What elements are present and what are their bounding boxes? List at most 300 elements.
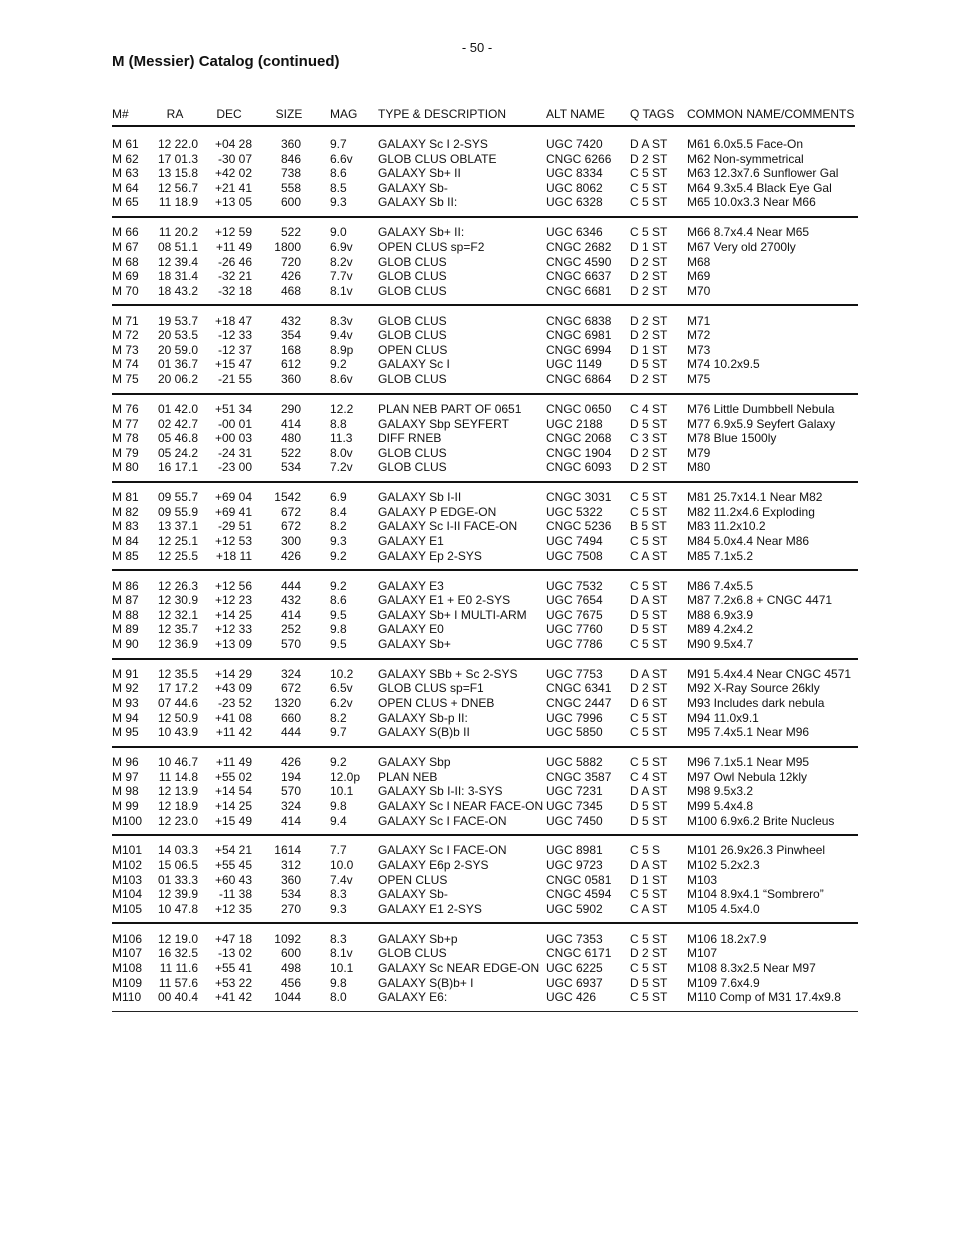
table-cell: UGC 7675	[546, 607, 603, 622]
table-cell: C A ST	[630, 901, 668, 916]
table-cell: GLOB CLUS	[378, 283, 447, 298]
table-cell: GALAXY Sb-	[378, 887, 448, 902]
table-cell: GALAXY S(B)b+ I	[378, 975, 474, 990]
table-cell: M110	[112, 990, 142, 1005]
table-cell: D 2 ST	[630, 328, 668, 343]
group-divider	[112, 216, 858, 218]
table-cell: M100	[112, 813, 143, 828]
table-cell: 660	[280, 710, 301, 725]
table-cell: M107	[112, 946, 143, 961]
table-cell: CNGC 6838	[546, 313, 612, 328]
table-cell: C 3 ST	[630, 431, 668, 446]
table-cell: 9.4	[330, 813, 347, 828]
table-cell: M93 Includes dark nebula	[687, 696, 825, 710]
table-row	[0, 579, 954, 594]
table-cell: 16 17.1	[157, 460, 198, 475]
table-cell: 11.3	[330, 431, 353, 446]
table-cell: M92 X-Ray Source 26kly	[687, 681, 820, 696]
table-cell: C 5 S	[630, 843, 661, 858]
table-cell: 11 20.2	[158, 225, 198, 240]
table-cell: 09 55.9	[157, 504, 198, 519]
table-cell: 11 14.8	[158, 769, 198, 784]
table-cell: M109	[112, 975, 143, 990]
table-cell: GALAXY Sb+	[378, 636, 451, 651]
table-cell: OPEN CLUS + DNEB	[378, 696, 495, 710]
table-cell: 426	[280, 548, 301, 563]
table-cell: 9.7	[330, 137, 347, 151]
table-row	[0, 431, 954, 446]
table-cell: M99 5.4x4.8	[687, 798, 754, 813]
table-cell: 9.3	[330, 534, 347, 548]
table-cell: M 70	[112, 283, 139, 298]
table-cell: +14 25	[214, 607, 252, 622]
table-cell: PLAN NEB	[378, 769, 438, 784]
table-cell: M69	[687, 269, 711, 284]
table-cell: M 82	[112, 504, 139, 519]
table-cell: 11 57.6	[158, 975, 198, 990]
table-cell: 8.0v	[330, 445, 353, 460]
table-cell: 12 36.9	[157, 636, 198, 651]
table-cell: M 64	[112, 180, 139, 195]
table-row	[0, 166, 954, 181]
table-cell: D 5 ST	[630, 622, 668, 637]
table-cell: M70	[687, 283, 711, 298]
table-cell: +11 49	[215, 755, 252, 770]
table-row	[0, 328, 954, 343]
table-cell: M 89	[112, 622, 139, 637]
table-cell: +14 25	[214, 798, 252, 813]
column-header: COMMON NAME/COMMENTS	[687, 107, 855, 121]
column-header: ALT NAME	[546, 107, 605, 121]
table-cell: M 86	[112, 578, 139, 593]
table-row	[0, 990, 954, 1005]
table-cell: 300	[280, 534, 301, 548]
table-cell: 1542	[274, 490, 301, 505]
table-cell: +18 47	[214, 313, 252, 328]
table-row	[0, 946, 954, 961]
table-cell: 9.2	[330, 548, 347, 563]
table-cell: -32 21	[217, 269, 252, 284]
table-cell: M85 7.1x5.2	[687, 548, 754, 563]
column-header: Q TAGS	[630, 107, 675, 121]
table-cell: C 5 ST	[630, 725, 668, 740]
table-cell: M 76	[112, 401, 139, 416]
table-cell: GLOB CLUS	[378, 269, 447, 284]
table-cell: UGC 7654	[546, 593, 603, 608]
table-cell: +14 54	[214, 784, 252, 799]
table-cell: M105	[112, 901, 143, 916]
table-cell: +69 41	[214, 504, 252, 519]
table-cell: -00 01	[217, 416, 252, 431]
table-cell: GALAXY E6p 2-SYS	[378, 858, 489, 872]
table-cell: OPEN CLUS	[378, 872, 448, 887]
table-row	[0, 402, 954, 417]
table-cell: C 5 ST	[630, 755, 668, 770]
table-cell: CNGC 3031	[546, 490, 612, 505]
table-cell: +11 42	[215, 725, 252, 740]
table-cell: M 69	[112, 269, 139, 284]
table-cell: M83 11.2x10.2	[687, 519, 766, 534]
table-cell: 738	[280, 166, 301, 181]
table-cell: 08 51.1	[157, 239, 198, 254]
table-cell: 432	[280, 313, 301, 328]
table-cell: 8.2	[330, 710, 347, 725]
table-cell: GALAXY Sbp SEYFERT	[378, 416, 509, 431]
table-row	[0, 372, 954, 387]
table-cell: M 98	[112, 784, 139, 799]
table-cell: 12 26.3	[157, 578, 198, 593]
table-cell: D 5 ST	[630, 357, 668, 372]
table-cell: 20 06.2	[157, 372, 198, 386]
table-cell: M 87	[112, 593, 139, 608]
table-cell: GALAXY Sc I NEAR FACE-ON	[378, 798, 544, 813]
table-cell: 7.4v	[330, 872, 353, 887]
table-cell: -32 18	[217, 283, 252, 298]
table-cell: 13 37.1	[157, 519, 198, 534]
table-cell: 270	[280, 901, 301, 916]
table-cell: +54 21	[214, 843, 252, 858]
table-cell: C 5 ST	[630, 225, 668, 240]
table-cell: 13 15.8	[157, 166, 198, 181]
table-cell: UGC 426	[546, 990, 597, 1005]
table-cell: D 2 ST	[630, 151, 668, 166]
table-cell: 672	[280, 681, 301, 696]
table-cell: 312	[280, 858, 301, 872]
table-cell: 7.7	[330, 843, 347, 858]
table-cell: M 90	[112, 636, 139, 651]
table-cell: 12 32.1	[157, 607, 198, 622]
table-cell: C 4 ST	[630, 401, 668, 416]
table-cell: UGC 9723	[546, 858, 603, 872]
table-cell: +11 49	[215, 239, 252, 254]
table-cell: 8.3v	[330, 313, 353, 328]
table-cell: 8.1v	[330, 946, 353, 961]
table-cell: UGC 8981	[546, 843, 603, 858]
table-cell: -12 33	[217, 328, 252, 343]
column-header: MAG	[330, 107, 358, 121]
table-cell: M102 5.2x2.3	[687, 858, 760, 872]
table-cell: 456	[280, 975, 301, 990]
table-cell: 414	[280, 813, 301, 828]
table-cell: 12 56.7	[157, 180, 198, 195]
table-cell: 480	[280, 431, 301, 446]
table-cell: 9.4v	[330, 328, 353, 343]
table-row	[0, 799, 954, 814]
table-cell: UGC 7450	[546, 813, 603, 828]
table-cell: GALAXY Sb+ I MULTI-ARM	[378, 607, 527, 622]
table-row	[0, 269, 954, 284]
table-cell: M 80	[112, 460, 139, 475]
table-cell: +18 11	[215, 548, 252, 563]
table-cell: 09 55.7	[157, 490, 198, 505]
table-cell: 11 11.6	[159, 960, 198, 975]
table-cell: CNGC 6981	[546, 328, 612, 343]
table-cell: 414	[280, 416, 301, 431]
table-cell: M61 6.0x5.5 Face-On	[687, 137, 804, 151]
table-cell: +47 18	[214, 931, 252, 946]
table-cell: M81 25.7x14.1 Near M82	[687, 490, 823, 505]
table-row	[0, 873, 954, 888]
table-cell: M95 7.4x5.1 Near M96	[687, 725, 810, 740]
table-cell: M 96	[112, 755, 139, 770]
table-cell: UGC 7532	[546, 578, 603, 593]
table-cell: 444	[280, 578, 301, 593]
table-cell: M 95	[112, 725, 139, 740]
table-cell: +53 22	[214, 975, 252, 990]
table-row	[0, 858, 954, 873]
table-cell: 01 36.7	[157, 357, 198, 372]
table-cell: M 93	[112, 696, 139, 710]
table-cell: 12 50.9	[157, 710, 198, 725]
table-cell: GLOB CLUS	[378, 445, 447, 460]
table-cell: M 63	[112, 166, 139, 181]
table-cell: 360	[280, 137, 301, 151]
table-cell: C 5 ST	[630, 534, 668, 548]
table-cell: GALAXY E1	[378, 534, 444, 548]
table-cell: UGC 8062	[546, 180, 603, 195]
table-cell: 7.7v	[330, 269, 353, 284]
table-cell: 9.8	[330, 975, 347, 990]
table-cell: M 67	[112, 239, 139, 254]
table-cell: M 72	[112, 328, 139, 343]
table-cell: 14 03.3	[157, 843, 198, 858]
table-cell: M86 7.4x5.5	[687, 578, 754, 593]
table-cell: M67 Very old 2700ly	[687, 239, 796, 254]
table-cell: GLOB CLUS	[378, 328, 447, 343]
table-cell: 15 06.5	[157, 858, 198, 872]
table-cell: 8.6	[330, 593, 347, 608]
table-cell: 02 42.7	[157, 416, 198, 431]
table-row	[0, 417, 954, 432]
table-cell: 12 13.9	[157, 784, 198, 799]
table-cell: M 92	[112, 681, 139, 696]
table-cell: M80	[687, 460, 711, 475]
table-cell: GALAXY Sc I FACE-ON	[378, 843, 507, 858]
table-cell: UGC 5850	[546, 725, 603, 740]
table-cell: M106 18.2x7.9	[687, 931, 767, 946]
table-cell: GALAXY Sc I 2-SYS	[378, 137, 488, 151]
table-cell: 20 53.5	[157, 328, 198, 343]
table-cell: UGC 7231	[546, 784, 603, 799]
table-cell: 432	[280, 593, 301, 608]
table-cell: UGC 5882	[546, 755, 603, 770]
table-cell: D 1 ST	[630, 342, 668, 357]
table-cell: +14 29	[214, 666, 252, 681]
table-cell: GALAXY E1 2-SYS	[378, 901, 482, 916]
table-cell: C 5 ST	[630, 990, 668, 1005]
table-cell: OPEN CLUS sp=F2	[378, 239, 485, 254]
table-cell: -13 02	[217, 946, 252, 961]
table-cell: D 5 ST	[630, 607, 668, 622]
table-cell: GALAXY Sb+ II:	[378, 225, 465, 240]
table-cell: GALAXY P EDGE-ON	[378, 504, 497, 519]
table-cell: M 88	[112, 607, 139, 622]
table-cell: 01 42.0	[157, 401, 198, 416]
table-cell: D 2 ST	[630, 313, 668, 328]
table-cell: 10.0	[330, 858, 354, 872]
table-cell: 12 39.4	[157, 254, 198, 269]
table-cell: -29 51	[217, 519, 252, 534]
table-cell: GALAXY Sb-	[378, 180, 448, 195]
table-cell: C 4 ST	[630, 769, 668, 784]
table-cell: M 71	[112, 313, 139, 328]
table-cell: -21 55	[217, 372, 252, 386]
table-row	[0, 181, 954, 196]
table-cell: M98 9.5x3.2	[687, 784, 754, 799]
table-cell: M90 9.5x4.7	[687, 636, 754, 651]
table-cell: GLOB CLUS	[378, 460, 447, 475]
table-row	[0, 152, 954, 167]
table-cell: GALAXY Sb I-II	[378, 490, 462, 505]
header-rule	[112, 125, 855, 127]
table-cell: 570	[280, 636, 301, 651]
table-row	[0, 770, 954, 785]
table-cell: +51 34	[214, 401, 252, 416]
table-cell: C 5 ST	[630, 490, 668, 505]
table-row	[0, 357, 954, 372]
table-row	[0, 505, 954, 520]
group-divider	[112, 658, 858, 660]
table-cell: 12 22.0	[157, 137, 198, 151]
table-cell: +69 04	[214, 490, 252, 505]
table-cell: GLOB CLUS	[378, 372, 447, 386]
table-cell: M75	[687, 372, 711, 386]
table-cell: D 2 ST	[630, 254, 668, 269]
table-cell: M104	[112, 887, 143, 902]
table-cell: 10.1	[330, 960, 354, 975]
table-cell: GALAXY E3	[378, 578, 444, 593]
table-cell: GALAXY Sb-p II:	[378, 710, 468, 725]
table-cell: D 2 ST	[630, 460, 668, 475]
table-row	[0, 608, 954, 623]
table-cell: 8.5	[330, 180, 347, 195]
table-cell: +55 45	[214, 858, 252, 872]
table-cell: M 61	[112, 137, 139, 151]
table-cell: D 5 ST	[630, 975, 668, 990]
table-cell: UGC 7996	[546, 710, 603, 725]
column-header: TYPE & DESCRIPTION	[378, 107, 507, 121]
table-cell: +43 09	[214, 681, 252, 696]
table-cell: CNGC 6341	[546, 681, 612, 696]
table-cell: 9.2	[330, 578, 347, 593]
table-cell: M 77	[112, 416, 139, 431]
table-cell: UGC 2188	[546, 416, 603, 431]
table-cell: CNGC 2682	[546, 239, 612, 254]
table-cell: M 99	[112, 798, 139, 813]
table-row	[0, 887, 954, 902]
table-cell: 444	[280, 725, 301, 740]
table-cell: 12 25.5	[157, 548, 198, 563]
table-cell: +12 59	[214, 225, 252, 240]
table-row	[0, 814, 954, 829]
table-cell: 426	[280, 269, 301, 284]
table-cell: +12 33	[214, 622, 252, 637]
table-cell: 05 46.8	[157, 431, 198, 446]
table-row	[0, 843, 954, 858]
table-cell: 10.2	[330, 666, 354, 681]
table-cell: GLOB CLUS	[378, 313, 447, 328]
table-cell: 846	[280, 151, 301, 166]
table-cell: M91 5.4x4.4 Near CNGC 4571	[687, 666, 852, 681]
table-cell: UGC 6346	[546, 225, 603, 240]
table-row	[0, 137, 954, 152]
table-cell: GALAXY E0	[378, 622, 444, 637]
table-cell: +60 43	[214, 872, 252, 887]
table-cell: M76 Little Dumbbell Nebula	[687, 401, 835, 416]
table-cell: D 2 ST	[630, 946, 668, 961]
table-cell: D 2 ST	[630, 445, 668, 460]
column-header: RA	[166, 107, 184, 121]
table-cell: M 73	[112, 342, 139, 357]
table-cell: GALAXY E6:	[378, 990, 448, 1005]
table-cell: +04 28	[214, 137, 252, 151]
table-cell: 6.5v	[330, 681, 353, 696]
table-cell: -24 31	[217, 445, 252, 460]
table-row	[0, 240, 954, 255]
table-cell: 9.5	[330, 607, 347, 622]
table-cell: M65 10.0x3.3 Near M66	[687, 195, 816, 210]
table-cell: M62 Non-symmetrical	[687, 151, 804, 166]
table-cell: M63 12.3x7.6 Sunflower Gal	[687, 166, 839, 181]
table-row	[0, 519, 954, 534]
table-cell: M82 11.2x4.6 Exploding	[687, 504, 815, 519]
table-cell: 9.8	[330, 798, 347, 813]
table-cell: M102	[112, 858, 143, 872]
table-cell: 9.5	[330, 636, 347, 651]
table-cell: 20 59.0	[157, 342, 198, 357]
table-cell: M 85	[112, 548, 139, 563]
table-cell: 17 01.3	[157, 151, 198, 166]
table-cell: UGC 6937	[546, 975, 603, 990]
table-cell: 12 19.0	[157, 931, 198, 946]
table-cell: GALAXY Sc I-II FACE-ON	[378, 519, 518, 534]
table-cell: C 5 ST	[630, 180, 668, 195]
table-row	[0, 725, 954, 740]
table-cell: 600	[280, 195, 301, 210]
table-cell: GALAXY Sc I	[378, 357, 450, 372]
table-cell: +15 47	[214, 357, 252, 372]
table-row	[0, 622, 954, 637]
table-cell: GALAXY E1 + E0 2-SYS	[378, 593, 511, 608]
table-cell: M 68	[112, 254, 139, 269]
table-cell: D A ST	[630, 784, 668, 799]
table-cell: 12 23.0	[157, 813, 198, 828]
table-cell: CNGC 6681	[546, 283, 612, 298]
table-cell: 426	[280, 755, 301, 770]
table-cell: M 66	[112, 225, 139, 240]
group-divider	[112, 304, 858, 306]
table-cell: CNGC 6093	[546, 460, 612, 475]
table-cell: GALAXY Sc I FACE-ON	[378, 813, 507, 828]
table-cell: 522	[280, 445, 301, 460]
table-cell: 9.8	[330, 622, 347, 637]
table-cell: 324	[280, 666, 301, 681]
table-cell: M104 8.9x4.1 “Sombrero”	[687, 887, 824, 902]
table-cell: CNGC 5236	[546, 519, 612, 534]
table-cell: M 97	[112, 769, 139, 784]
table-row	[0, 961, 954, 976]
table-cell: M103	[112, 872, 143, 887]
column-header: M#	[112, 107, 129, 121]
table-cell: 252	[280, 622, 301, 637]
table-cell: 8.3	[330, 931, 347, 946]
page-title: M (Messier) Catalog (continued)	[112, 53, 340, 70]
table-cell: 8.9p	[330, 342, 354, 357]
table-cell: M66 8.7x4.4 Near M65	[687, 225, 810, 240]
table-cell: M108	[112, 960, 143, 975]
table-cell: +12 23	[214, 593, 252, 608]
table-cell: 9.3	[330, 901, 347, 916]
